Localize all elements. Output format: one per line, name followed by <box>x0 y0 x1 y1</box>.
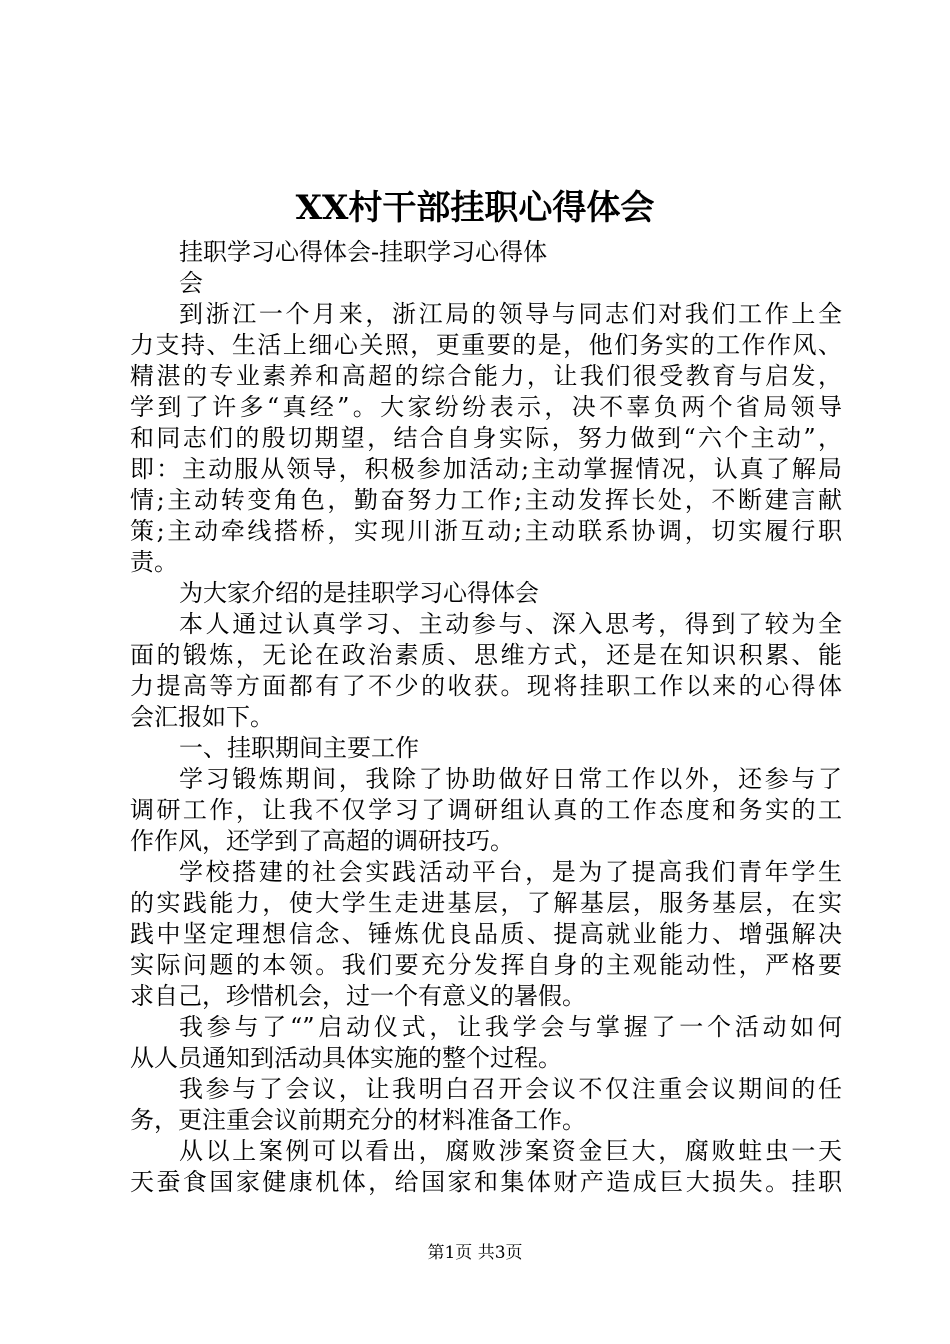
text-line: 我参与了“”启动仪式，让我学会与掌握了一个活动如何 <box>179 1013 842 1041</box>
text-line: 务，更注重会议前期充分的材料准备工作。 <box>130 1106 586 1134</box>
text-line: 本人通过认真学习、主动参与、深入思考，得到了较为全 <box>179 610 842 638</box>
text-line: 力支持、生活上细心关照，更重要的是，他们务实的工作作风、 <box>130 331 842 359</box>
text-line: 一、挂职期间主要工作 <box>179 734 419 762</box>
text-line: 力提高等方面都有了不少的收获。现将挂职工作以来的心得体 <box>130 672 842 700</box>
text-line: 责。 <box>130 548 178 576</box>
text-line: 作作风，还学到了高超的调研技巧。 <box>130 827 514 855</box>
text-line: 的实践能力，使大学生走进基层，了解基层，服务基层，在实 <box>130 889 842 917</box>
text-line: 策;主动牵线搭桥，实现川浙互动;主动联系协调，切实履行职 <box>130 517 842 545</box>
text-line: 挂职学习心得体会-挂职学习心得体 <box>179 238 548 266</box>
text-line: 学校搭建的社会实践活动平台，是为了提高我们青年学生 <box>179 858 842 886</box>
text-line: 即：主动服从领导，积极参加活动;主动掌握情况，认真了解局 <box>130 455 842 483</box>
page-footer: 第1页 共3页 <box>427 1243 523 1263</box>
text-line: 面的锻炼，无论在政治素质、思维方式，还是在知识积累、能 <box>130 641 842 669</box>
text-line: 情;主动转变角色，勤奋努力工作;主动发挥长处，不断建言献 <box>130 486 842 514</box>
text-line: 调研工作，让我不仅学习了调研组认真的工作态度和务实的工 <box>130 796 842 824</box>
text-line: 和同志们的殷切期望，结合自身实际，努力做到“六个主动”， <box>130 424 842 452</box>
text-line: 从人员通知到活动具体实施的整个过程。 <box>130 1044 562 1072</box>
text-line: 从以上案例可以看出，腐败涉案资金巨大，腐败蛀虫一天 <box>179 1137 842 1165</box>
text-line: 求自己，珍惜机会，过一个有意义的暑假。 <box>130 982 586 1010</box>
text-line: 会 <box>179 269 203 297</box>
text-line: 为大家介绍的是挂职学习心得体会 <box>179 579 539 607</box>
document-body <box>130 237 842 1198</box>
text-line: 会汇报如下。 <box>130 703 274 731</box>
text-line: 践中坚定理想信念、锤炼优良品质、提高就业能力、增强解决 <box>130 920 842 948</box>
text-line: 天蚕食国家健康机体，给国家和集体财产造成巨大损失。挂职 <box>130 1168 842 1196</box>
text-line: 我参与了会议，让我明白召开会议不仅注重会议期间的任 <box>179 1075 842 1103</box>
document-title: XX村干部挂职心得体会 <box>295 188 655 228</box>
text-line: 精湛的专业素养和高超的综合能力，让我们很受教育与启发， <box>130 362 842 390</box>
text-line: 学到了许多“真经”。大家纷纷表示，决不辜负两个省局领导 <box>130 393 842 421</box>
text-line: 实际问题的本领。我们要充分发挥自身的主观能动性，严格要 <box>130 951 842 979</box>
text-line: 学习锻炼期间，我除了协助做好日常工作以外，还参与了 <box>179 765 842 793</box>
text-line: 到浙江一个月来，浙江局的领导与同志们对我们工作上全 <box>179 300 842 328</box>
